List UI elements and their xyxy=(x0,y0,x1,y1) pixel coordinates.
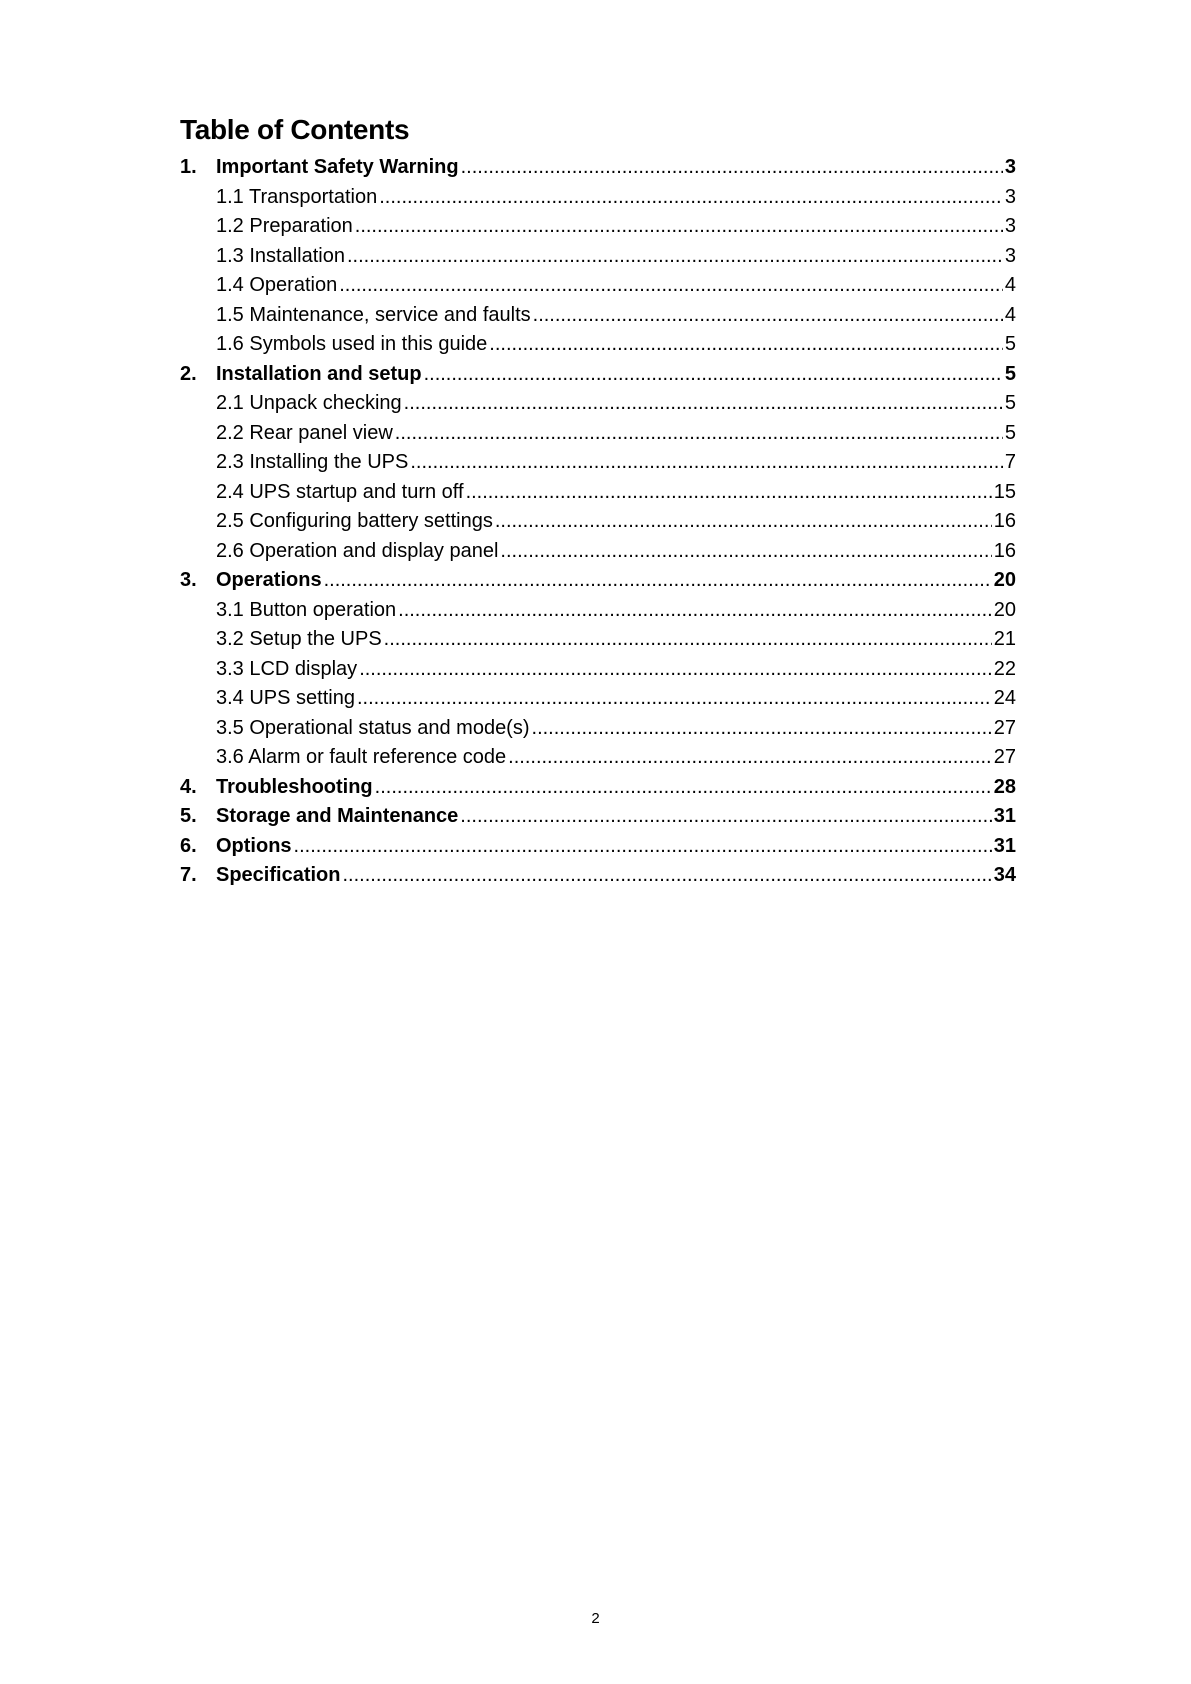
toc-entry-page: 3 xyxy=(1004,244,1016,267)
toc-entry[interactable] xyxy=(180,271,1016,301)
toc-dot-leader xyxy=(489,330,1003,360)
page-number: 2 xyxy=(591,1610,600,1627)
toc-entry[interactable] xyxy=(180,684,1016,714)
toc-entry-title: Installation and setup xyxy=(216,362,422,385)
toc-entry[interactable] xyxy=(180,625,1016,655)
toc-entry-title: Storage and Maintenance xyxy=(216,805,459,827)
toc-dot-leader xyxy=(410,448,1003,478)
toc-dot-leader xyxy=(357,684,992,714)
toc-entry-page: 24 xyxy=(993,687,1016,709)
toc-entry-page: 5 xyxy=(1004,333,1016,355)
toc-dot-leader xyxy=(384,625,992,655)
toc-entry-page: 34 xyxy=(993,864,1016,886)
toc-entry-title: 2.6 Operation and display panel xyxy=(216,539,499,562)
toc-entry-title: 2.1 Unpack checking xyxy=(216,392,402,414)
toc-dot-leader xyxy=(532,714,992,744)
toc-dot-leader xyxy=(460,802,991,832)
toc-entry-number: 4. xyxy=(180,775,197,798)
toc-dot-leader xyxy=(347,242,1003,272)
toc-entry-page: 16 xyxy=(993,539,1016,562)
toc-entry-title: Specification xyxy=(216,864,341,886)
toc-entry[interactable] xyxy=(180,743,1016,773)
toc-entry[interactable] xyxy=(180,655,1016,685)
toc-entry-page: 31 xyxy=(993,805,1016,827)
toc-entry-number: 2. xyxy=(180,362,197,385)
toc-dot-leader xyxy=(424,360,1003,390)
toc-entry[interactable] xyxy=(180,448,1016,478)
toc-entry-title: 2.4 UPS startup and turn off xyxy=(216,480,464,503)
toc-entry[interactable] xyxy=(180,301,1016,331)
toc-entry[interactable] xyxy=(180,183,1016,213)
toc-entry-page: 7 xyxy=(1004,451,1016,473)
toc-dot-leader xyxy=(404,389,1003,419)
toc-entry-title: 1.3 Installation xyxy=(216,244,345,267)
toc-entry[interactable] xyxy=(180,832,1016,862)
toc-entry[interactable] xyxy=(180,537,1016,567)
toc-entry-page: 27 xyxy=(993,746,1016,768)
toc-entry-title: 1.6 Symbols used in this guide xyxy=(216,333,488,355)
toc-entry-title: Operations xyxy=(216,569,322,591)
toc-entry[interactable] xyxy=(180,242,1016,272)
toc-dot-leader xyxy=(533,301,1003,331)
toc-entry[interactable] xyxy=(180,773,1016,803)
toc-entry-title: Important Safety Warning xyxy=(216,156,459,178)
toc-entry[interactable] xyxy=(180,566,1016,596)
toc-entry-number: 6. xyxy=(180,834,197,857)
toc-dot-leader xyxy=(359,655,992,685)
toc-entry-page: 3 xyxy=(1004,156,1016,178)
toc-dot-leader xyxy=(500,537,991,567)
toc-dot-leader xyxy=(355,212,1003,242)
toc-entry[interactable] xyxy=(180,478,1016,508)
toc-entry-title: 2.2 Rear panel view xyxy=(216,421,393,444)
toc-entry-title: 1.4 Operation xyxy=(216,274,338,296)
toc-entry[interactable] xyxy=(180,861,1016,891)
toc-dot-leader xyxy=(395,419,1003,449)
toc-entry-title: Troubleshooting xyxy=(216,775,373,798)
toc-entry[interactable] xyxy=(180,802,1016,832)
toc-entry-page: 27 xyxy=(993,716,1016,739)
toc-entry-number: 7. xyxy=(180,864,197,886)
toc-dot-leader xyxy=(495,507,992,537)
toc-entry[interactable] xyxy=(180,507,1016,537)
toc-entry-page: 5 xyxy=(1004,392,1016,414)
toc-entry[interactable] xyxy=(180,419,1016,449)
toc-entry-title: 2.5 Configuring battery settings xyxy=(216,510,493,532)
toc-dot-leader xyxy=(324,566,992,596)
toc-entry-page: 15 xyxy=(993,480,1016,503)
toc-entry-title: 3.6 Alarm or fault reference code xyxy=(216,746,507,768)
toc-entry[interactable] xyxy=(180,212,1016,242)
toc-entry-page: 31 xyxy=(993,834,1016,857)
toc-entry[interactable] xyxy=(180,596,1016,626)
toc-entry-page: 4 xyxy=(1004,274,1016,296)
toc-dot-leader xyxy=(398,596,992,626)
toc-entry-title: 1.5 Maintenance, service and faults xyxy=(216,303,531,326)
toc-list xyxy=(180,153,1016,891)
toc-title: Table of Contents xyxy=(180,114,410,145)
toc-entry[interactable] xyxy=(180,330,1016,360)
toc-entry-number: 1. xyxy=(180,156,197,178)
toc-entry-page: 4 xyxy=(1004,303,1016,326)
toc-entry-page: 20 xyxy=(993,598,1016,621)
toc-entry-page: 3 xyxy=(1004,185,1016,208)
toc-entry-page: 20 xyxy=(993,569,1016,591)
toc-entry-title: 2.3 Installing the UPS xyxy=(216,451,409,473)
toc-entry-number: 5. xyxy=(180,805,197,827)
toc-entry-page: 22 xyxy=(993,657,1016,680)
toc-entry[interactable] xyxy=(180,389,1016,419)
toc-dot-leader xyxy=(508,743,992,773)
toc-entry-page: 16 xyxy=(993,510,1016,532)
toc-entry[interactable] xyxy=(180,153,1016,183)
toc-entry-page: 5 xyxy=(1004,421,1016,444)
toc-dot-leader xyxy=(466,478,992,508)
toc-entry-page: 21 xyxy=(993,628,1016,650)
toc-entry-title: 3.1 Button operation xyxy=(216,598,397,621)
toc-entry-title: 3.3 LCD display xyxy=(216,657,358,680)
toc-entry-title: 1.2 Preparation xyxy=(216,215,353,237)
toc-entry-title: 3.5 Operational status and mode(s) xyxy=(216,716,530,739)
toc-entry-title: 1.1 Transportation xyxy=(216,185,378,208)
toc-entry[interactable] xyxy=(180,360,1016,390)
toc-entry-title: 3.2 Setup the UPS xyxy=(216,628,382,650)
toc-dot-leader xyxy=(294,832,992,862)
toc-dot-leader xyxy=(375,773,992,803)
toc-entry[interactable] xyxy=(180,714,1016,744)
toc-entry-page: 28 xyxy=(993,775,1016,798)
toc-entry-number: 3. xyxy=(180,569,197,591)
toc-dot-leader xyxy=(379,183,1003,213)
toc-entry-title: 3.4 UPS setting xyxy=(216,687,355,709)
toc-dot-leader xyxy=(461,153,1003,183)
toc-entry-page: 5 xyxy=(1004,362,1016,385)
toc-entry-title: Options xyxy=(216,834,292,857)
toc-dot-leader xyxy=(339,271,1003,301)
toc-dot-leader xyxy=(342,861,991,891)
toc-entry-page: 3 xyxy=(1004,215,1016,237)
